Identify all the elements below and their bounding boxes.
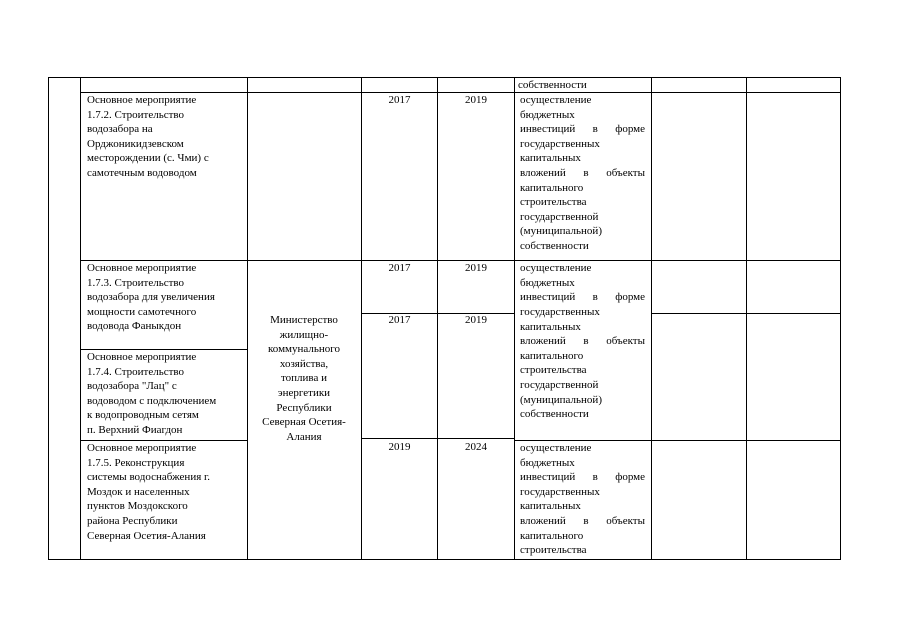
effect-line: государственной: [520, 378, 599, 391]
executor-line: энергетики: [277, 386, 331, 399]
effect-line: капитальных: [520, 500, 581, 513]
effect-line: собственности: [520, 239, 589, 252]
executor-line: жилищно-: [279, 328, 329, 341]
measure-line: месторождении (с. Чми) с: [87, 152, 209, 165]
measure-line: 1.7.5. Реконструкция: [87, 456, 185, 469]
end-year-1-7-2: 2019: [465, 94, 487, 106]
measure-line: самотечным водоводом: [87, 166, 197, 179]
measure-line: 1.7.3. Строительство: [87, 276, 185, 289]
effect-cell-1-7-2: [520, 93, 645, 254]
effect-line: осуществление: [520, 94, 592, 106]
effect-line: капитального: [520, 349, 584, 362]
effect-cell-continued: [518, 78, 647, 93]
effect-line: (муниципальной): [520, 225, 602, 238]
measure-line: Основное мероприятие: [87, 94, 197, 106]
effect-line: вложений в объекты: [520, 335, 645, 348]
effect-cell-1-7-4: [520, 305, 645, 422]
effect-line: инвестиций в форме: [520, 471, 645, 484]
end-year-1-7-5: 2024: [465, 441, 487, 453]
measure-line: Моздок и населенных: [87, 485, 190, 498]
effect-line: капитального: [520, 181, 584, 194]
end-year-1-7-3: 2019: [465, 262, 487, 274]
effect-line: собственности: [520, 408, 589, 421]
measure-line: водозабора на: [87, 123, 153, 136]
measure-line: мощности самотечного: [87, 305, 197, 318]
measure-line: Основное мероприятие: [87, 442, 197, 454]
effect-line: государственной: [520, 210, 599, 223]
effect-line: бюджетных: [520, 456, 575, 469]
effect-line: осуществление: [520, 262, 592, 274]
executor-line: Республики: [276, 401, 332, 414]
table-bottom-border: [48, 559, 841, 560]
col-separator: [746, 77, 747, 560]
measure-line: п. Верхний Фиагдон: [87, 423, 183, 436]
measure-line: к водопроводным сетям: [87, 409, 199, 422]
effect-line: строительства: [520, 544, 587, 557]
measure-line: Основное мероприятие: [87, 262, 197, 274]
start-year-1-7-3: 2017: [388, 262, 411, 274]
effect-line: государственных: [520, 306, 600, 318]
executor-line: коммунального: [268, 343, 340, 356]
measure-line: Орджоникидзевском: [87, 137, 184, 150]
effect-cell-1-7-3: [520, 261, 645, 305]
table-top-border: [48, 77, 841, 78]
col-separator: [247, 77, 248, 560]
start-year-1-7-2: 2017: [388, 94, 411, 106]
effect-line: государственных: [520, 137, 600, 150]
effect-line: капитальных: [520, 320, 581, 333]
effect-line: государственных: [520, 485, 600, 498]
executor-cell: [250, 313, 358, 444]
measure-line: 1.7.4. Строительство: [87, 365, 185, 378]
measure-cell-1-7-5: [87, 441, 243, 543]
effect-line: бюджетных: [520, 108, 575, 121]
end-year-1-7-4: 2019: [465, 314, 487, 326]
executor-line: Северная Осетия-: [262, 416, 346, 429]
measure-line: Северная Осетия-Алания: [87, 529, 206, 542]
col-separator: [651, 77, 652, 560]
measure-line: водозабора для увеличения: [87, 291, 215, 304]
measure-line: системы водоснабжения г.: [87, 471, 211, 484]
effect-line: инвестиций в форме: [520, 291, 645, 304]
executor-line: топлива и: [281, 372, 327, 385]
executor-line: Алания: [286, 430, 322, 443]
measure-line: пунктов Моздокского: [87, 500, 188, 513]
effect-line: вложений в объекты: [520, 166, 645, 179]
measure-line: 1.7.2. Строительство: [87, 108, 185, 121]
measure-cell-1-7-4: [87, 350, 243, 438]
executor-line: хозяйства,: [279, 357, 329, 370]
col-separator: [80, 77, 81, 560]
col-separator: [840, 77, 841, 560]
effect-cell-1-7-5: [520, 441, 645, 558]
effect-line: строительства: [520, 196, 587, 209]
measure-line: водовода Фаныкдон: [87, 320, 182, 333]
effect-line: инвестиций в форме: [520, 123, 645, 136]
measure-line: района Республики: [87, 514, 178, 527]
effect-line: осуществление: [520, 442, 592, 454]
measure-line: водозабора "Лац" с: [87, 380, 177, 393]
executor-line: Министерство: [270, 314, 338, 326]
effect-line: капитальных: [520, 152, 581, 165]
start-year-1-7-5: 2019: [388, 441, 411, 453]
effect-line: (муниципальной): [520, 393, 602, 406]
measure-line: Основное мероприятие: [87, 351, 197, 363]
effect-line: капитального: [520, 529, 584, 542]
start-year-1-7-4: 2017: [388, 314, 411, 326]
measure-cell-1-7-2: [87, 93, 243, 181]
effect-line: строительства: [520, 364, 587, 377]
measure-line: водоводом с подключением: [87, 394, 217, 407]
effect-line: собственности: [518, 79, 587, 91]
effect-line: вложений в объекты: [520, 514, 645, 527]
col-separator: [48, 77, 49, 560]
effect-line: бюджетных: [520, 276, 575, 289]
measure-cell-1-7-3: [87, 261, 243, 334]
col-separator: [514, 77, 515, 560]
